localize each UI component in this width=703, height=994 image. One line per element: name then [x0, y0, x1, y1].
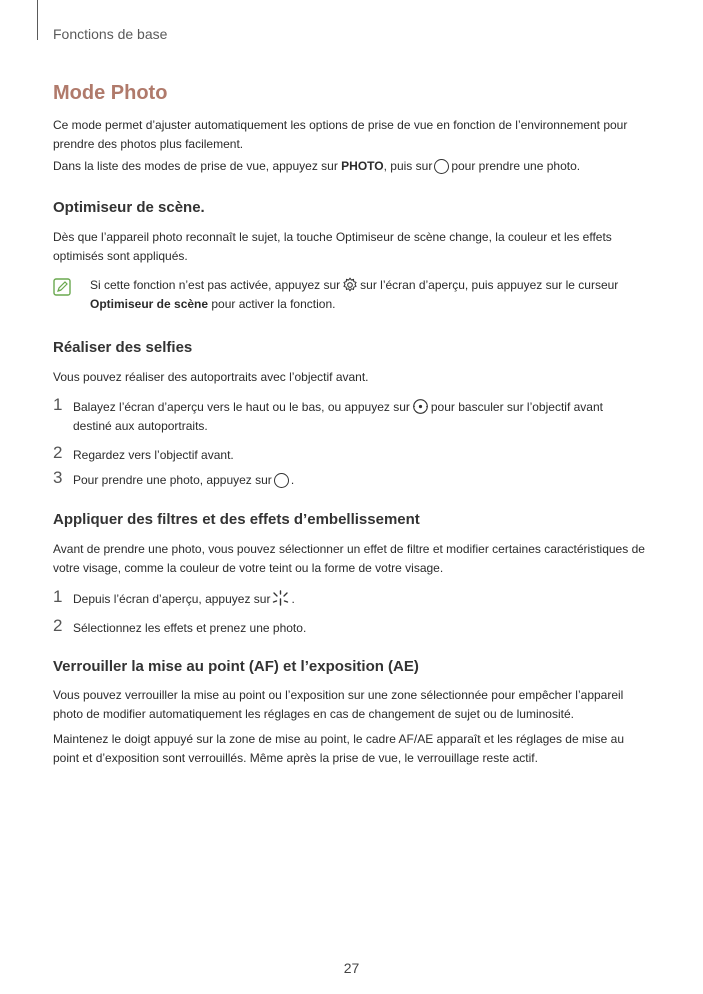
scene-optimizer-heading: Optimiseur de scène. [53, 199, 205, 216]
step-text-after: . [290, 473, 295, 487]
af-ae-heading: Verrouiller la mise au point (AF) et l’exposition (AE) [53, 658, 419, 675]
section-header: Fonctions de base [53, 26, 168, 42]
step-text [73, 471, 633, 490]
step-text: Regardez vers l’objectif avant. [73, 448, 234, 462]
intro-text-mid: , puis sur [383, 159, 433, 173]
step-number: 2 [53, 616, 63, 635]
filters-paragraph [53, 540, 653, 578]
step-text-after: . [291, 592, 295, 606]
step-number: 3 [53, 468, 63, 487]
intro-paragraph-1 [53, 116, 653, 154]
page-number: 27 [343, 960, 360, 976]
shutter-button-icon [434, 159, 449, 174]
step-text-before: Pour prendre une photo, appuyez sur [73, 473, 272, 487]
filters-text: Avant de prendre une photo, vous pouvez sélectionner un effet de filtre et modifier certaines caractéristiques de votre visage, comme la couleur de votre teint ou la forme de votre visage. [53, 542, 645, 575]
step-text [73, 398, 633, 436]
af-ae-paragraph-1 [53, 686, 653, 724]
filters-heading: Appliquer des filtres et des effets d’embellissement [53, 511, 420, 528]
note-text-after: pour activer la fonction. [208, 297, 336, 311]
page-title: Mode Photo [53, 82, 168, 104]
note-text-before: Si cette fonction n’est pas activée, appuyez sur [90, 278, 341, 292]
note-pencil-icon [53, 278, 71, 296]
step-number: 1 [53, 395, 63, 414]
selfies-text: Vous pouvez réaliser des autoportraits avec l’objectif avant. [53, 370, 369, 384]
step-number: 2 [53, 443, 63, 462]
shutter-button-icon [274, 473, 289, 488]
header-rule [37, 0, 38, 40]
step-number: 1 [53, 587, 63, 606]
af-ae-text-1: Vous pouvez verrouiller la mise au point ou l’exposition sur une zone sélectionnée pour empêcher l’appareil photo de modifier automatiquement les réglages en cas de changement de sujet ou de luminosité. [53, 688, 624, 721]
af-ae-text-2: Maintenez le doigt appuyé sur la zone de mise au point, le cadre AF/AE apparaît et les réglages de mise au point et d’exposition sont verrouillés. Même après la prise de vue, le verrouillage reste actif. [53, 732, 625, 765]
step-text [73, 590, 633, 609]
intro-paragraph-2 [53, 157, 653, 176]
scene-optimizer-text: Dès que l’appareil photo reconnaît le sujet, la touche Optimiseur de scène change, la couleur et les effets optimisés sont appliqués. [53, 230, 612, 263]
scene-optimizer-paragraph [53, 228, 653, 266]
af-ae-paragraph-2 [53, 730, 653, 768]
scene-optimizer-switch-label: Optimiseur de scène [90, 297, 209, 311]
step-text-before: Depuis l’écran d’aperçu, appuyez sur [73, 592, 271, 606]
step-text: Sélectionnez les effets et prenez une photo. [73, 621, 307, 635]
photo-mode-label: PHOTO [341, 159, 384, 173]
settings-gear-icon [342, 277, 358, 293]
step-text-before: Balayez l’écran d’aperçu vers le haut ou le bas, ou appuyez sur [73, 400, 410, 414]
note-text-mid: sur l’écran d’aperçu, puis appuyez sur le curseur [360, 278, 619, 292]
step-text-after: pour basculer sur l’objectif avant destiné aux autoportraits. [73, 400, 603, 433]
intro-text-before: Dans la liste des modes de prise de vue, appuyez sur [53, 159, 342, 173]
intro-text: Ce mode permet d’ajuster automatiquement les options de prise de vue en fonction de l’environnement pour prendre des photos plus facilement. [53, 118, 628, 151]
selfies-paragraph [53, 368, 653, 387]
filter-sparkle-icon [272, 590, 289, 607]
scene-note-text [90, 276, 655, 314]
selfies-heading: Réaliser des selfies [53, 339, 193, 356]
switch-camera-icon [412, 398, 429, 415]
intro-shutter-instruction [53, 157, 653, 176]
intro-text-after: pour prendre une photo. [451, 159, 581, 173]
